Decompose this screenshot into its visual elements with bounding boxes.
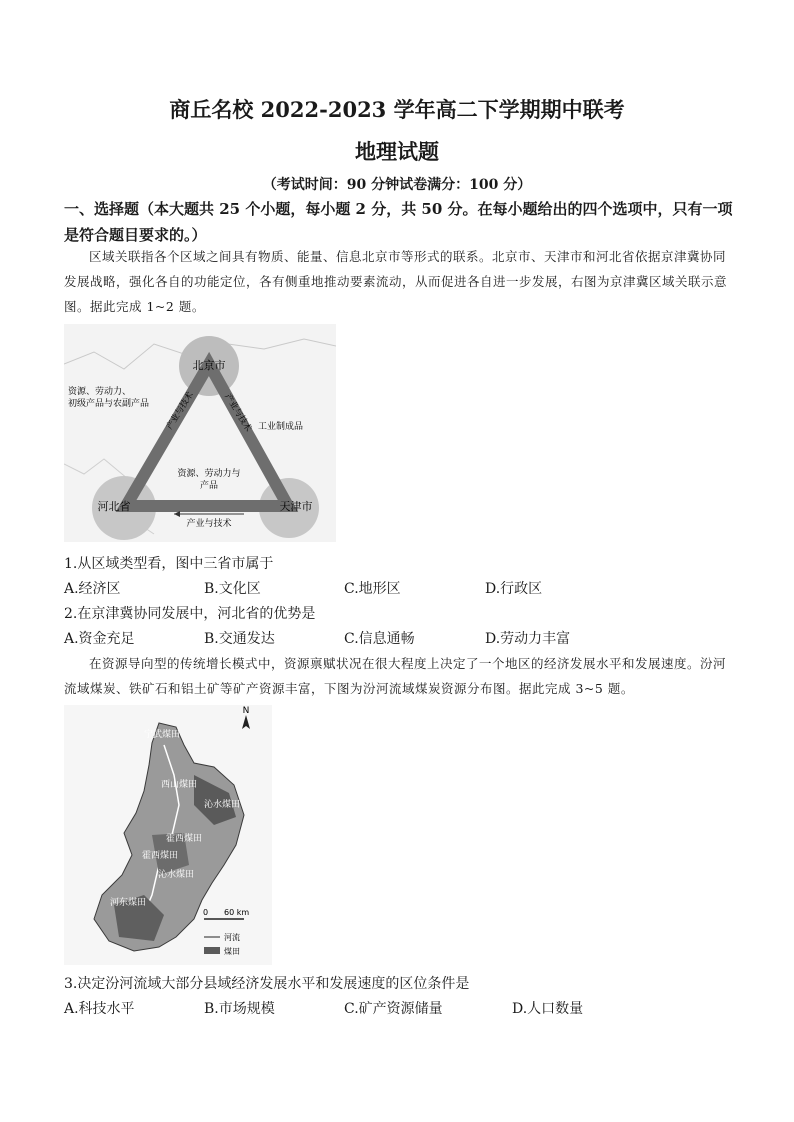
left-outer-label-line2: 初级产品与农副产品	[68, 399, 150, 409]
right-inner-label: 产业与技术	[222, 392, 254, 434]
q3-option-d[interactable]: D.人口数量	[512, 1001, 584, 1017]
passage-2: 在资源导向型的传统增长模式中，资源禀赋状况在很大程度上决定了一个地区的经济发展水平和发展速度。汾河流域煤炭、铁矿石和铝土矿等矿产资源丰富，下图为汾河流域煤炭资源分布图。据此完成 3~5 题。	[64, 656, 727, 696]
beijing-label: 北京市	[192, 359, 226, 372]
left-outer-label-line1: 资源、劳动力、	[68, 387, 132, 397]
coalfield-label-qinshui-north: 沁水煤田	[203, 800, 241, 810]
svg-text:N: N	[242, 706, 250, 716]
q3-option-b[interactable]: B.市场规模	[204, 1001, 275, 1017]
q2-option-c[interactable]: C.信息通畅	[344, 631, 415, 647]
exam-info: （考试时间：90 分钟试卷满分：100 分）	[262, 177, 532, 193]
region-linkage-diagram	[64, 324, 336, 542]
coalfield-label-xishan: 西山煤田	[160, 780, 198, 790]
q1-option-b[interactable]: B.文化区	[204, 581, 261, 597]
right-outer-label: 工业制成品	[258, 422, 304, 432]
page-title: 商丘名校 2022-2023 学年高二下学期期中联考	[169, 97, 625, 122]
coalfield-label-hedong: 河东煤田	[109, 898, 147, 908]
legend-river: 河流	[224, 933, 240, 942]
center-inner-label-line1: 资源、劳动力与	[177, 469, 241, 479]
coalfield-label-huoxi-2: 霍西煤田	[141, 851, 179, 861]
q2-option-b[interactable]: B.交通发达	[204, 631, 275, 647]
legend-coal: 煤田	[224, 947, 240, 956]
coalfield-label-qinshui-south: 沁水煤田	[157, 870, 195, 880]
svg-text:60 km: 60 km	[224, 908, 250, 917]
left-inner-label: 产业与技术	[164, 390, 196, 432]
section-heading: 一、选择题（本大题共 25 个小题，每小题 2 分，共 50 分。在每小题给出的四个选项中，只有一项是符合题目要求的。）	[64, 200, 733, 244]
q1-option-c[interactable]: C.地形区	[344, 581, 401, 597]
question-1-stem: 1.从区域类型看，图中三省市属于	[64, 556, 274, 572]
center-inner-label-line2: 产品	[199, 481, 219, 491]
subject-title: 地理试题	[355, 139, 439, 164]
passage-1: 区域关联指各个区域之间具有物质、能量、信息北京市等形式的联系。北京市、天津市和河北省依据京津冀协同发展战略，强化各自的功能定位，各有侧重地推动要素流动，从而促进各自进一步发展，右图为京津冀区域关联示意图。据此完成 1~2 题。	[64, 249, 728, 314]
q2-option-a[interactable]: A.资金充足	[64, 631, 135, 647]
hebei-label: 河北省	[97, 500, 131, 513]
q3-option-c[interactable]: C.矿产资源储量	[344, 1001, 443, 1017]
q1-option-d[interactable]: D.行政区	[485, 581, 543, 597]
coalfield-label-ningwu: 宁武煤田	[143, 730, 181, 740]
q1-option-a[interactable]: A.经济区	[64, 581, 121, 597]
question-3-stem: 3.决定汾河流域大部分县域经济发展水平和发展速度的区位条件是	[64, 976, 470, 992]
tianjin-label: 天津市	[279, 500, 313, 513]
legend-coal-swatch	[204, 947, 220, 954]
bottom-label: 产业与技术	[186, 519, 232, 529]
q2-option-d[interactable]: D.劳动力丰富	[485, 631, 571, 647]
coalfield-label-huoxi-1: 霍西煤田	[165, 834, 203, 844]
q3-option-a[interactable]: A.科技水平	[64, 1001, 135, 1017]
question-2-stem: 2.在京津冀协同发展中，河北省的优势是	[64, 606, 316, 622]
svg-text:0: 0	[203, 908, 209, 917]
fenhe-coal-map	[64, 705, 272, 965]
